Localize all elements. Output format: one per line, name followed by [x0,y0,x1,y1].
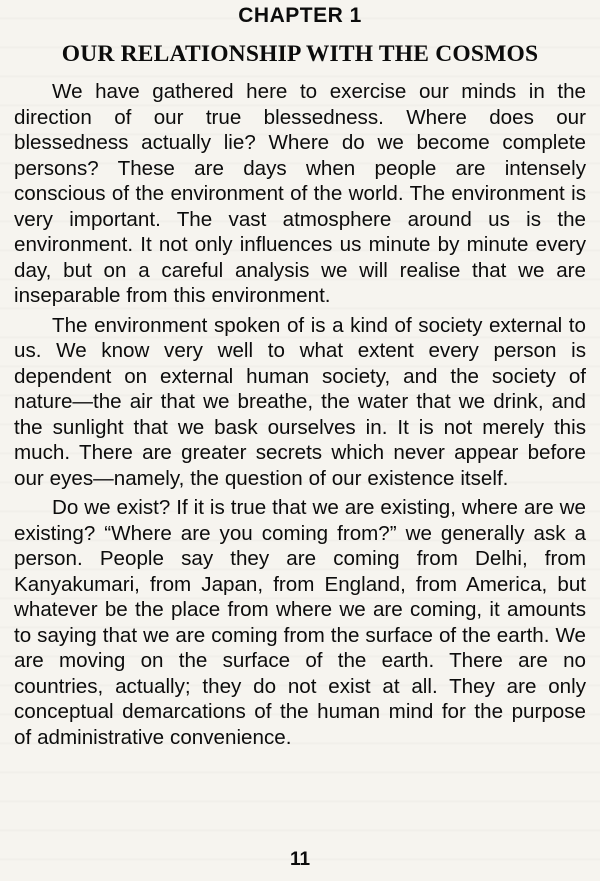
paragraph-3: Do we exist? If it is true that we are existing, where are we existing? “Where are you coming from?” we generally ask a person. People say they are coming from Delhi, from Kanyakumari, from Japan, from England, from America, but whatever be the place from where we are coming, it amounts to saying that we are coming from the surface of the earth. We are moving on the surface of the earth. There are no countries, actually; they do not exist at all. They are only conceptual demarcations of the human mind for the purpose of administrative convenience. [14,496,586,749]
paragraph-2: The environment spoken of is a kind of society external to us. We know very well to what extent every person is dependent on external human society, and the society of nature—the air that we breathe, the water that we drink, and the sunlight that we bask ourselves in. It is not merely this much. There are greater secrets which never appear before our eyes—namely, the question of our existence itself. [14,313,586,490]
page-number: 11 [289,849,311,870]
chapter-label: CHAPTER 1 [238,4,362,27]
chapter-title: OUR RELATIONSHIP WITH THE COSMOS [61,41,539,67]
paragraph-1: We have gathered here to exercise our minds in the direction of our true blessedness. Where does our blessedness actually lie? Where do we become complete persons? These are days when people are intensely conscious of the environment of the world. The environment is very important. The vast atmosphere around us is the environment. It not only influences us minute by minute every day, but on a careful analysis we will realise that we are inseparable from this environment. [14,80,586,307]
body-text [14,79,586,750]
